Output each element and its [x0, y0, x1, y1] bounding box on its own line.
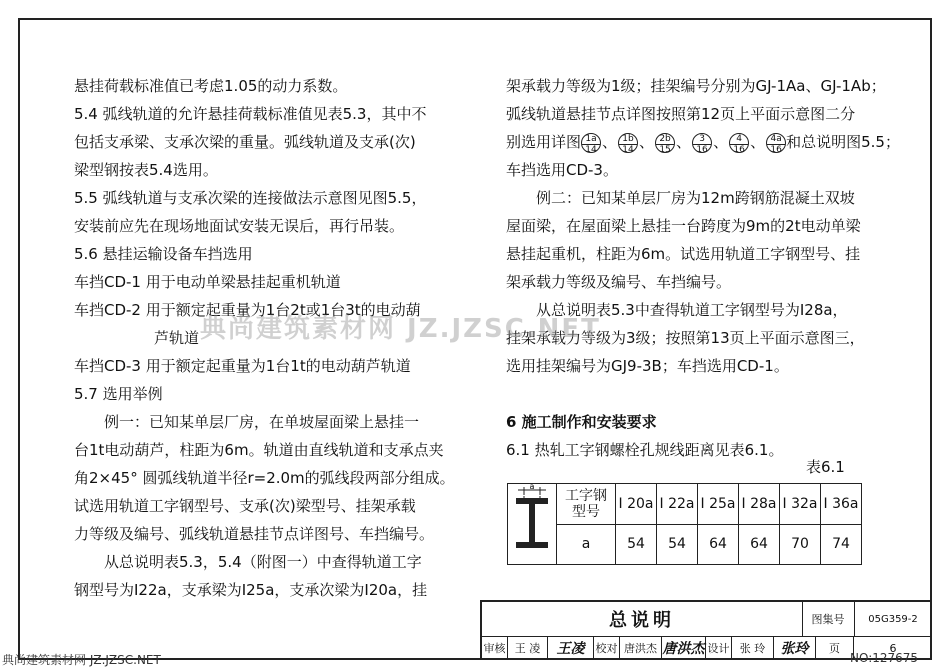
page-number: 6 — [889, 641, 897, 655]
row-label: a — [557, 524, 616, 565]
sheet-number: 16 — [770, 144, 782, 155]
separator: 、 — [713, 133, 729, 151]
header-label-cell — [557, 484, 616, 525]
detail-reference-line — [506, 128, 906, 156]
table-cell: 54 — [657, 524, 698, 565]
text-line: 台1t电动葫芦，柱距为6m。轨道由直线轨道和支承点夹 — [74, 441, 444, 459]
design-label: 设计 — [706, 636, 732, 660]
detail-reference-circle — [581, 133, 601, 153]
table-cell: 64 — [739, 524, 780, 565]
text-line: 例一：已知某单层厂房，在单坡屋面梁上悬挂一 — [104, 413, 420, 431]
text-line: 例二：已知某单层厂房为12m跨钢筋混凝土双坡 — [536, 189, 855, 207]
text-line: 架承载力等级为1级；挂架编号分别为GJ-1Aa、GJ-1Ab； — [506, 77, 886, 95]
text-line: 5.6 悬挂运输设备车挡选用 — [74, 245, 253, 263]
section-heading: 6 施工制作和安装要求 — [506, 413, 657, 431]
text-line: 挂架承载力等级为3级；按照第13页上平面示意图三， — [506, 329, 865, 347]
detail-reference-list — [581, 133, 786, 155]
detail-reference-circle — [729, 133, 749, 153]
text-line: 车挡CD-1 用于电动单梁悬挂起重机轨道 — [74, 273, 341, 291]
checker-signature: 唐洪杰 — [662, 636, 706, 660]
text-line: 安装前应先在现场地面试安装无误后，再行吊装。 — [74, 217, 405, 235]
sheet-number: 14 — [585, 144, 597, 155]
right-text-column — [506, 72, 906, 464]
column-header: I 32a — [780, 484, 821, 525]
text-segment: 和总说明图5.5； — [786, 133, 900, 151]
text-line: 试选用轨道工字钢型号、支承(次)梁型号、挂架承载 — [74, 497, 416, 515]
separator: 、 — [602, 133, 618, 151]
text-line: 力等级及编号、弧线轨道悬挂节点详图号、车挡编号。 — [74, 525, 435, 543]
watermark: 典尚建筑素材网 JZ.JZSC.NET — [200, 314, 601, 344]
footer-site-label: 典尚建筑素材网 JZ.JZSC.NET — [2, 653, 161, 667]
column-header: I 25a — [698, 484, 739, 525]
table-cell: 64 — [698, 524, 739, 565]
text-line: 架承载力等级及编号、车挡编号。 — [506, 273, 732, 291]
text-line: 5.5 弧线轨道与支承次梁的连接做法示意图见图5.5， — [74, 189, 427, 207]
text-line: 6.1 热轧工字钢螺栓孔规线距离见表6.1。 — [506, 441, 784, 459]
text-line: 车挡CD-3 用于额定起重量为1台1t的电动葫芦轨道 — [74, 357, 411, 375]
text-line: 芦轨道 — [154, 329, 200, 347]
text-line: 包括支承梁、支承次梁的重量。弧线轨道及支承(次) — [74, 133, 416, 151]
designer-signature: 张玲 — [774, 636, 816, 660]
detail-reference-circle — [655, 133, 675, 153]
table-cell: 54 — [616, 524, 657, 565]
text-line: 悬挂起重机，柱距为6m。试选用轨道工字钢型号、挂 — [506, 245, 861, 263]
sheet-number: 15 — [659, 144, 671, 155]
table-cell: 74 — [821, 524, 862, 565]
text-line: 5.7 选用举例 — [74, 385, 163, 403]
text-line: 5.4 弧线轨道的允许悬挂荷载标准值见表5.3，其中不 — [74, 105, 427, 123]
check-label: 校对 — [594, 636, 620, 660]
text-line: 弧线轨道悬挂节点详图按照第12页上平面示意图二分 — [506, 105, 856, 123]
separator: 、 — [750, 133, 766, 151]
detail-number: 4 — [730, 134, 748, 145]
table-cell: 70 — [780, 524, 821, 565]
i-beam-icon — [510, 484, 554, 560]
text-line: 从总说明表5.3，5.4（附图一）中查得轨道工字 — [104, 553, 422, 571]
separator: 、 — [639, 133, 655, 151]
header-label: 工字钢型号 — [565, 487, 607, 520]
column-header: I 20a — [616, 484, 657, 525]
detail-number: 2b — [656, 134, 674, 145]
detail-number: 3 — [693, 134, 711, 145]
drawing-title: 总说明 — [482, 602, 803, 636]
sheet-number: 14 — [622, 144, 634, 155]
reviewer-signature: 王凌 — [548, 636, 594, 660]
text-segment: 别选用详图 — [506, 133, 582, 151]
checker-name: 唐洪杰 — [620, 636, 662, 660]
page-label: 页 — [816, 636, 854, 660]
atlas-label: 图集号 — [802, 602, 855, 636]
separator: 、 — [676, 133, 692, 151]
detail-number: 1a — [582, 134, 600, 145]
column-header: I 36a — [821, 484, 862, 525]
detail-reference-circle — [618, 133, 638, 153]
i-beam-section-diagram — [508, 484, 557, 565]
text-line: 从总说明表5.3中查得轨道工字钢型号为I28a， — [536, 301, 848, 319]
text-line: 钢型号为I22a，支承梁为I25a，支承次梁为I20a，挂 — [74, 581, 428, 599]
detail-number: 4a — [767, 134, 785, 145]
text-line: 车挡CD-2 用于额定起重量为1台2t或1台3t的电动葫 — [74, 301, 421, 319]
dimension-label: a — [529, 484, 535, 491]
text-line: 梁型钢按表5.4选用。 — [74, 161, 218, 179]
text-line: 车挡选用CD-3。 — [506, 161, 618, 179]
text-line: 角2×45° 圆弧线轨道半径r=2.0m的弧线段两部分组成。 — [74, 469, 455, 487]
footer-serial-number: NO:127675 — [850, 651, 919, 665]
text-line — [506, 380, 906, 408]
detail-reference-circle — [766, 133, 786, 153]
column-header: I 22a — [657, 484, 698, 525]
bolt-gauge-table — [507, 483, 862, 565]
detail-number: 1b — [619, 134, 637, 145]
atlas-number: 05G359-2 — [868, 613, 918, 625]
sheet-number: 16 — [733, 144, 745, 155]
reviewer-name: 王 凌 — [508, 636, 548, 660]
column-header: I 28a — [739, 484, 780, 525]
detail-reference-circle — [692, 133, 712, 153]
text-line: 选用挂架编号为GJ9-3B；车挡选用CD-1。 — [506, 357, 789, 375]
text-line: 悬挂荷载标准值已考虑1.05的动力系数。 — [74, 77, 348, 95]
text-line: 屋面梁，在屋面梁上悬挂一台跨度为9m的2t电动单梁 — [506, 217, 861, 235]
designer-name: 张 玲 — [732, 636, 774, 660]
review-label: 审核 — [482, 636, 508, 660]
sheet-number: 16 — [696, 144, 708, 155]
table-caption: 表6.1 — [806, 458, 845, 476]
